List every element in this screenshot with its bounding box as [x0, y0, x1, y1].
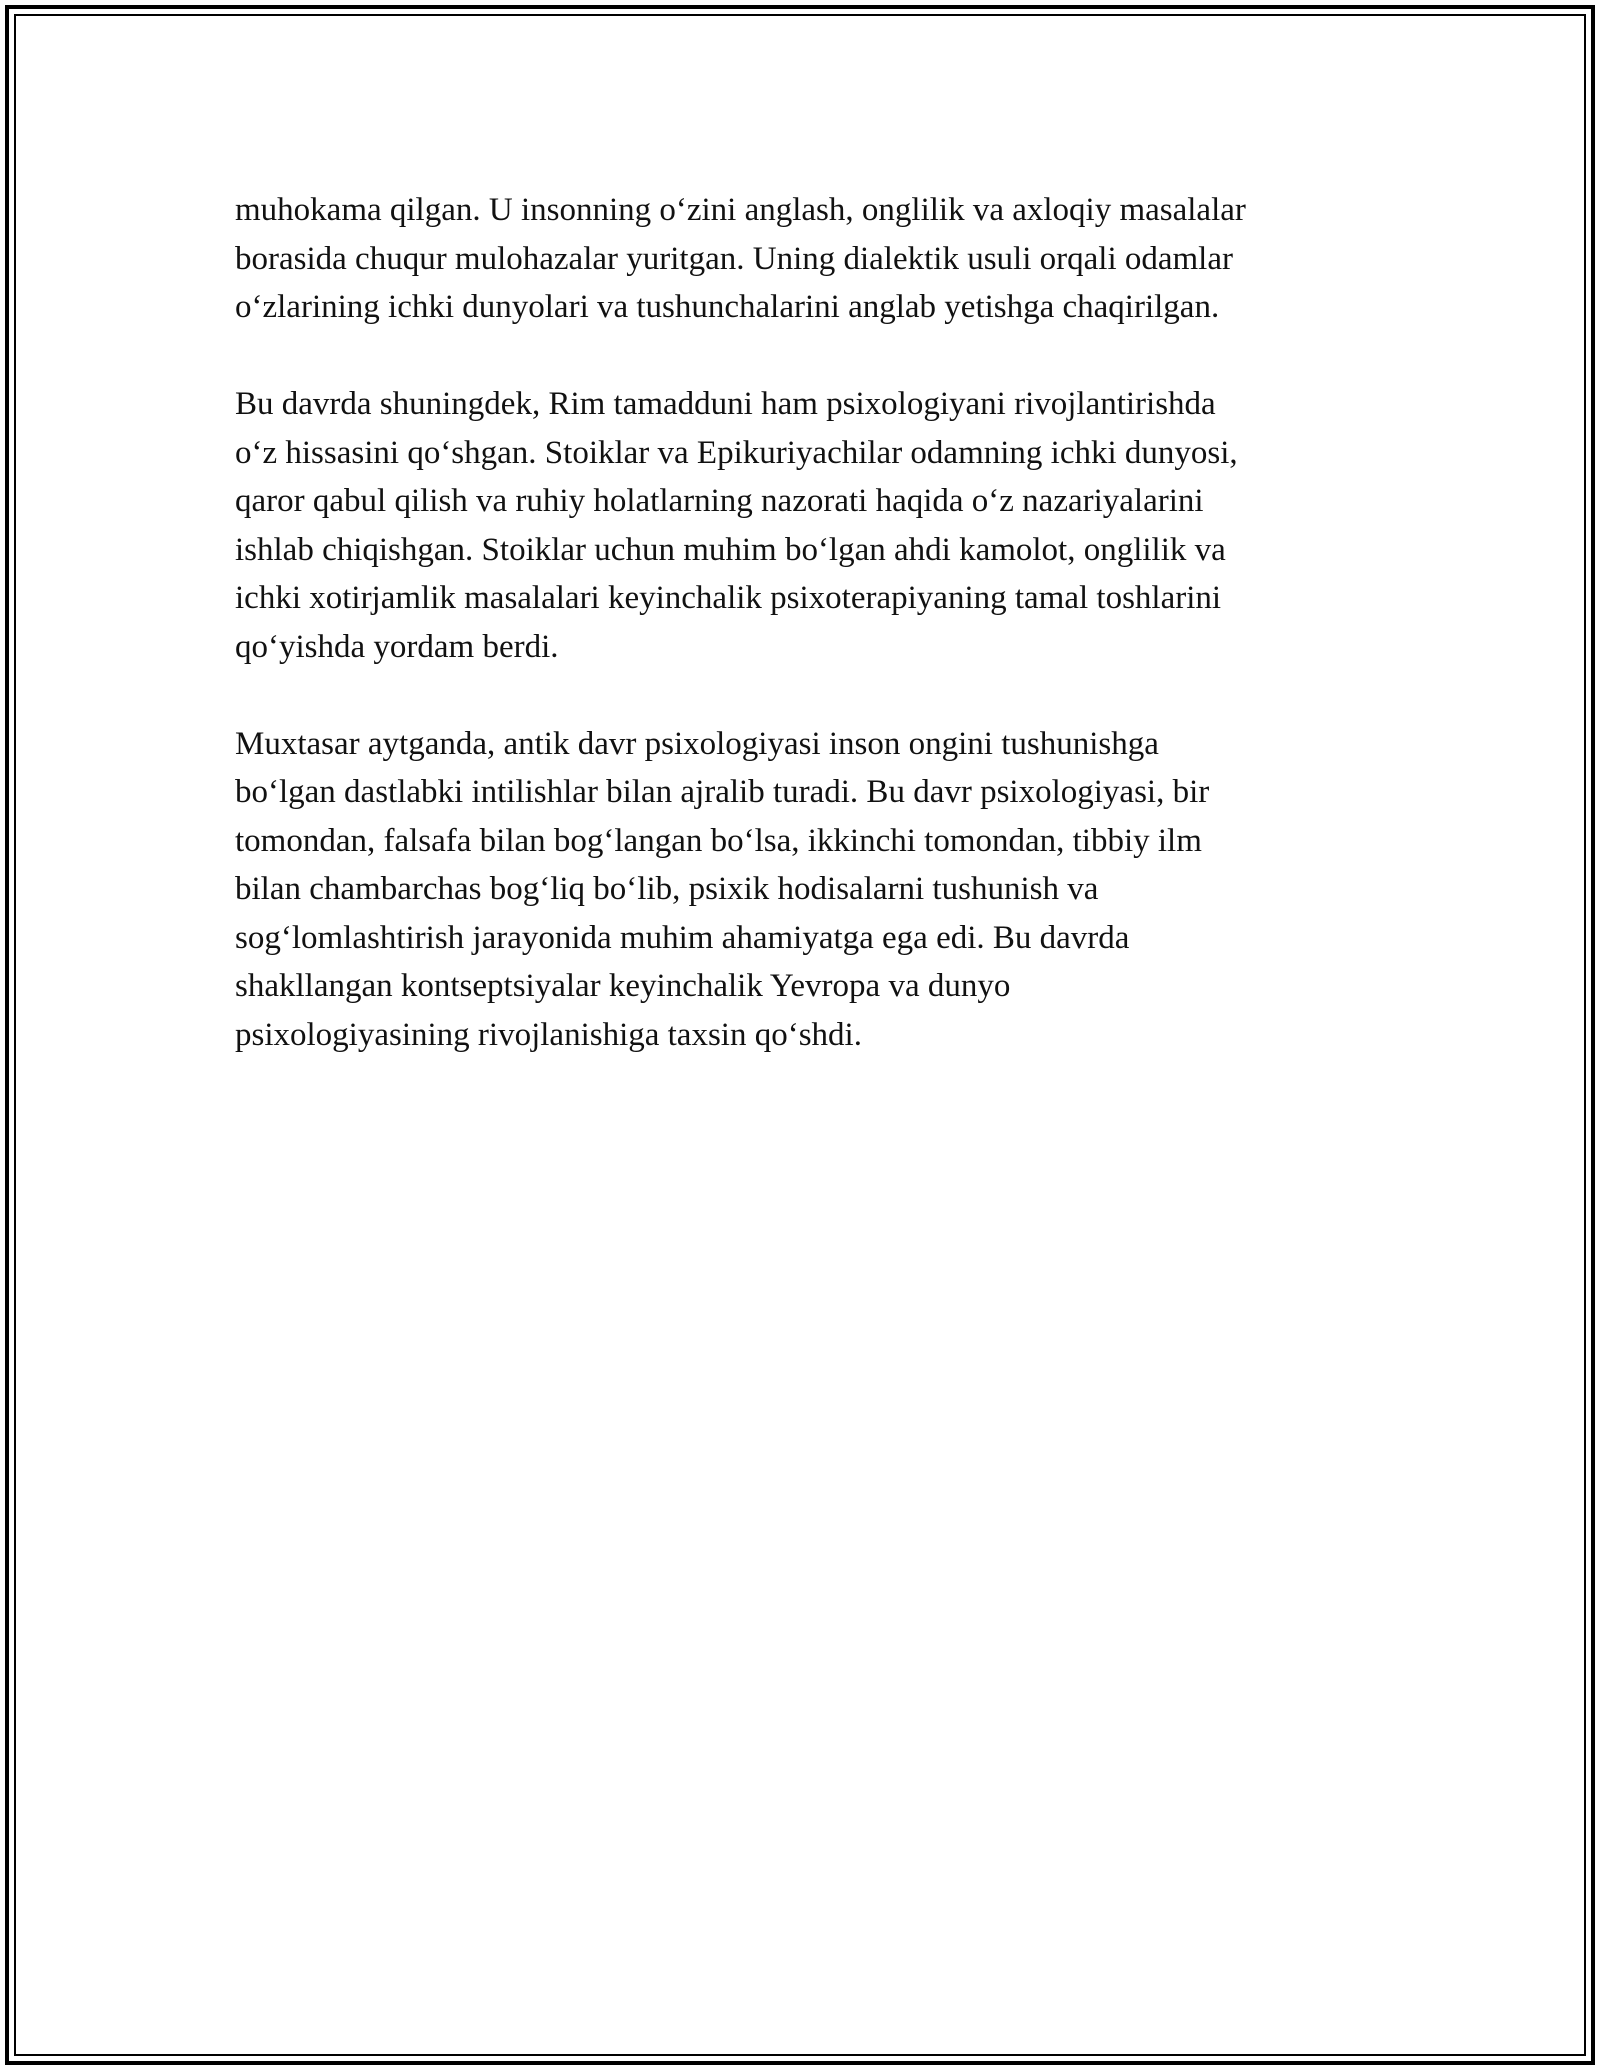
paragraph-1: muhokama qilgan. U insonning o‘zini anglash, onglilik va axloqiy masalalar borasida chuqur mulohazalar yuritgan. Uning dialektik usuli orqali odamlar o‘zlarining ichki dunyolari va tushunchalarini anglab yetishga chaqirilgan. — [235, 192, 1246, 325]
paragraph-2: Bu davrda shuningdek, Rim tamadduni ham psixologiyani rivojlantirishda o‘z hissasini qo‘shgan. Stoiklar va Epikuriyachilar odamning ichki dunyosi, qaror qabul qilish va ruhiy holatlarning nazorati haqida o‘z nazariyalarini ishlab chiqishgan. Stoiklar uchun muhim bo‘lgan ahdi kamolot, onglilik va ichki xotirjamlik masalalari keyinchalik psixoterapiyaning tamal toshlarini qo‘yishda yordam berdi. — [235, 386, 1238, 665]
paragraph-3: Muxtasar aytganda, antik davr psixologiyasi inson ongini tushunishga bo‘lgan dastlabki intilishlar bilan ajralib turadi. Bu davr psixologiyasi, bir tomondan, falsafa bilan bog‘langan bo‘lsa, ikkinchi tomondan, tibbiy ilm bilan chambarchas bog‘liq bo‘lib, psixik hodisalarni tushunish va sog‘lomlashtirish jarayonida muhim ahamiyatga ega edi. Bu davrda shakllangan kontseptsiyalar keyinchalik Yevropa va dunyo psixologiyasining rivojlanishiga taxsin qo‘shdi. — [235, 725, 1210, 1053]
document-body — [235, 186, 1365, 1108]
